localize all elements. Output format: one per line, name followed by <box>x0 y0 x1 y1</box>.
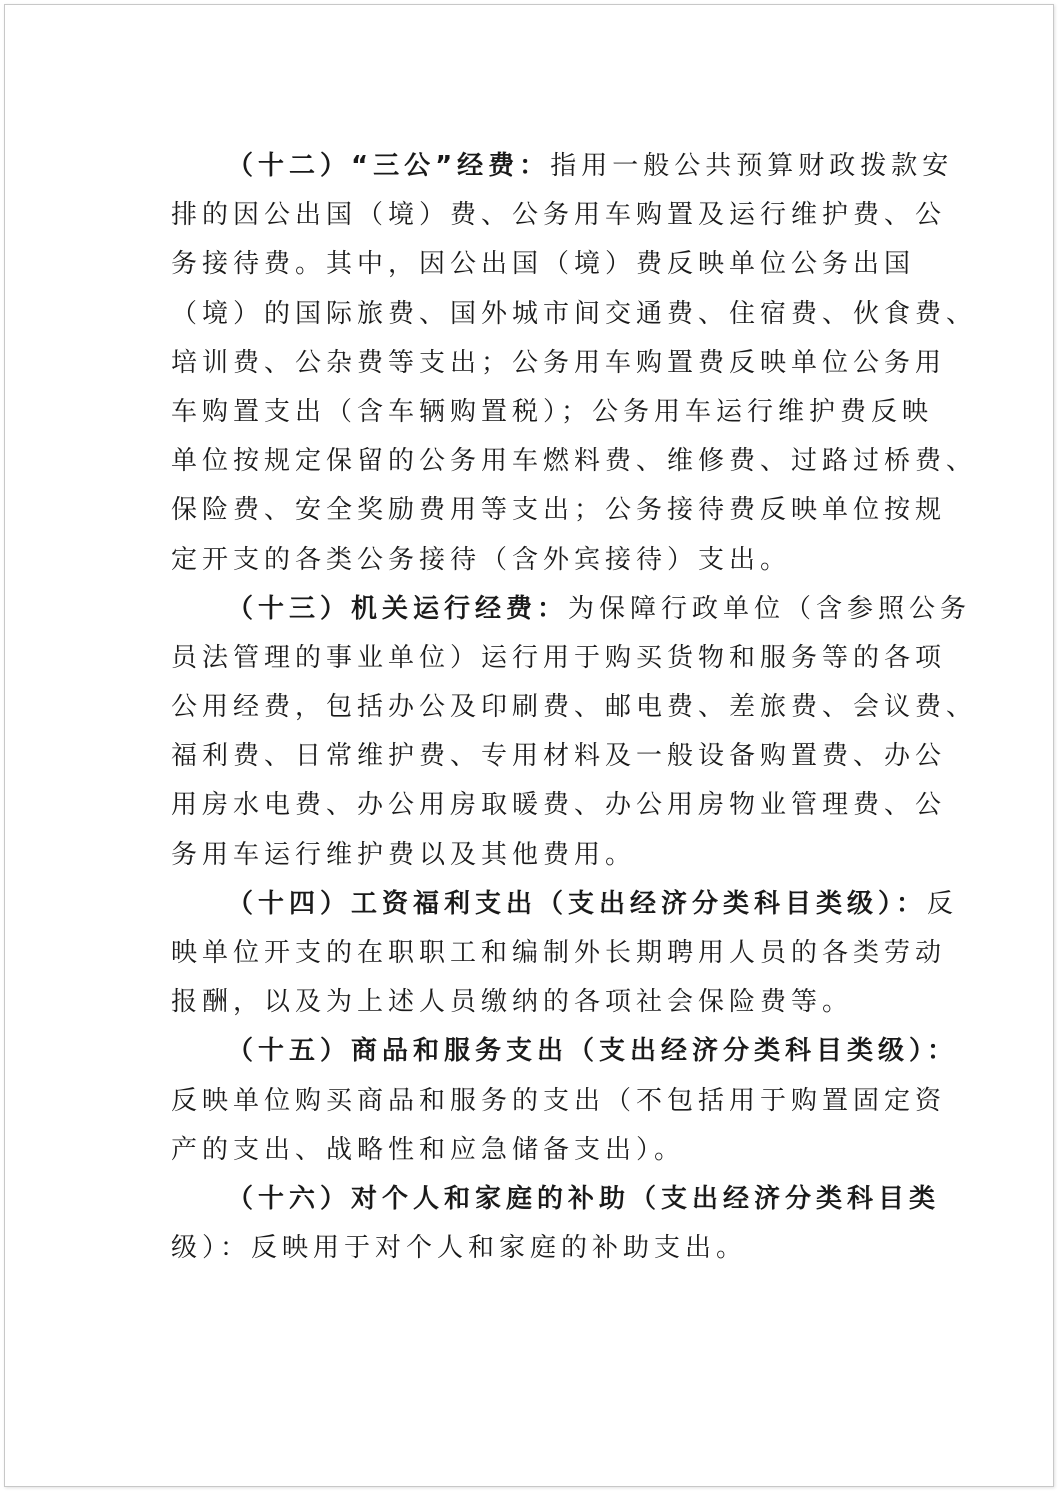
section-12-line-7: 单位按规定保留的公务用车燃料费、维修费、过路过桥费、 <box>171 446 978 477</box>
section-13-line-5: 用房水电费、办公用房取暖费、办公用房物业管理费、公 <box>171 790 947 821</box>
section-14-text: 反 <box>927 888 959 919</box>
section-12-line-2: 排的因公出国（境）费、公务用车购置及运行维护费、公 <box>171 200 947 231</box>
section-12-line-6: 车购置支出（含车辆购置税）；公务用车运行维护费反映 <box>171 396 934 427</box>
section-12-heading: （十二）“三公”经费： <box>227 151 551 181</box>
section-14-line-3: 报酬，以及为上述人员缴纳的各项社会保险费等。 <box>171 987 854 1018</box>
section-12-line-1 <box>171 142 954 191</box>
section-12-line-4: （境）的国际旅费、国外城市间交通费、住宿费、伙食费、 <box>171 298 978 329</box>
section-13-text: 为保障行政单位（含参照公务 <box>568 593 972 624</box>
section-12-line-3: 务接待费。其中，因公出国（境）费反映单位公务出国 <box>171 249 916 280</box>
document-body <box>171 142 978 1273</box>
section-16-line-1 <box>171 1175 941 1224</box>
section-14-heading: （十四）工资福利支出（支出经济分类科目类级）： <box>227 888 928 919</box>
section-12-text: 指用一般公共预算财政拨款安 <box>550 151 954 181</box>
section-16-line-2: 级）：反映用于对个人和家庭的补助支出。 <box>171 1233 748 1264</box>
section-13-line-6: 务用车运行维护费以及其他费用。 <box>171 839 637 870</box>
section-13-line-1 <box>171 585 972 634</box>
section-16-heading: （十六）对个人和家庭的补助（支出经济分类科目类 <box>227 1183 941 1214</box>
section-12-line-8: 保险费、安全奖励费用等支出；公务接待费反映单位按规 <box>171 495 947 526</box>
section-13-line-2: 员法管理的事业单位）运行用于购买货物和服务等的各项 <box>171 642 947 673</box>
section-13-line-4: 福利费、日常维护费、专用材料及一般设备购置费、办公 <box>171 741 947 772</box>
section-12-line-9: 定开支的各类公务接待（含外宾接待）支出。 <box>171 544 792 575</box>
section-14-line-2: 映单位开支的在职职工和编制外长期聘用人员的各类劳动 <box>171 938 947 968</box>
document-page <box>4 4 1054 1487</box>
section-15-line-3: 产的支出、战略性和应急储备支出）。 <box>171 1134 686 1165</box>
section-15-heading: （十五）商品和服务支出（支出经济分类科目类级）： <box>227 1036 959 1067</box>
section-15-line-1 <box>171 1027 959 1076</box>
section-13-heading: （十三）机关运行经费： <box>227 593 569 624</box>
section-14-line-1 <box>171 880 959 929</box>
section-13-line-3: 公用经费，包括办公及印刷费、邮电费、差旅费、会议费、 <box>171 692 978 723</box>
section-12-line-5: 培训费、公杂费等支出；公务用车购置费反映单位公务用 <box>171 347 947 378</box>
section-15-line-2: 反映单位购买商品和服务的支出（不包括用于购置固定资 <box>171 1085 947 1116</box>
